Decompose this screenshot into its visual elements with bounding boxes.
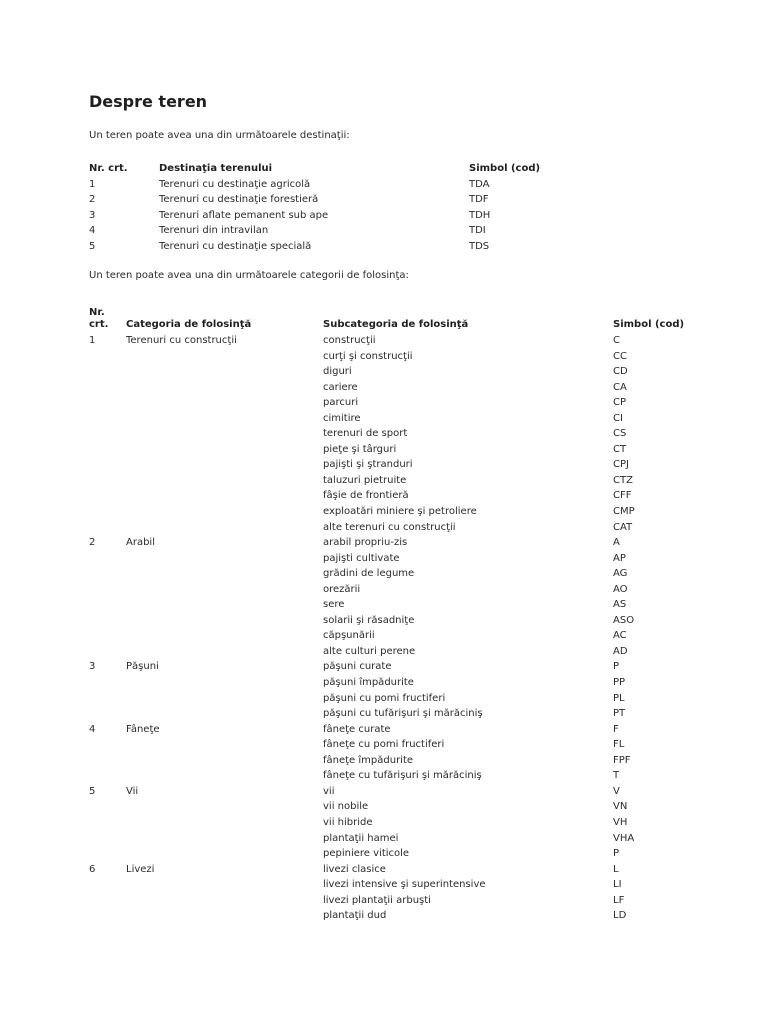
cell-destination: Terenuri aflate pemanent sub ape (159, 209, 329, 221)
table-header-row (89, 161, 589, 177)
cell-subcategory: fâneţe împădurite (323, 754, 414, 766)
cell-symbol: CD (613, 366, 628, 378)
cell-symbol: FPF (613, 754, 631, 766)
table-row (89, 691, 713, 707)
cell-symbol: AC (613, 630, 627, 642)
cell-subcategory: parcuri (323, 397, 359, 409)
cell-nr (89, 613, 126, 629)
cell-nr (89, 566, 126, 582)
cell-category (126, 846, 323, 862)
cell-nr (89, 442, 126, 458)
cell-symbol: L (613, 863, 619, 875)
cell-symbol: TDH (469, 209, 491, 221)
cell-nr (89, 364, 126, 380)
header-symbol: Simbol (cod) (613, 319, 685, 330)
cell-category (126, 675, 323, 691)
cell-nr (89, 426, 126, 442)
cell-category (126, 442, 323, 458)
cell-symbol: V (613, 785, 620, 797)
cell-subcategory: solarii şi răsadniţe (323, 614, 415, 626)
table-row (89, 582, 713, 598)
cell-nr (89, 815, 126, 831)
header-symbol: Simbol (cod) (469, 163, 541, 174)
cell-nr (89, 628, 126, 644)
cell-nr (89, 597, 126, 613)
cell-category (126, 908, 323, 924)
cell-symbol: CAT (613, 521, 633, 533)
cell-subcategory: pieţe şi târguri (323, 443, 397, 455)
cell-nr (89, 846, 126, 862)
categories-table (89, 301, 713, 924)
table-header-row (89, 301, 713, 333)
table-row (89, 768, 713, 784)
cell-symbol: LF (613, 894, 625, 906)
cell-category: Fâneţe (126, 723, 160, 735)
cell-nr (89, 551, 126, 567)
cell-symbol: CA (613, 381, 627, 393)
cell-nr (89, 831, 126, 847)
cell-subcategory: cimitire (323, 412, 361, 424)
cell-symbol: CTZ (613, 474, 633, 486)
cell-category (126, 488, 323, 504)
cell-subcategory: orezării (323, 583, 361, 595)
cell-category (126, 395, 323, 411)
cell-category (126, 753, 323, 769)
cell-destination: Terenuri din intravilan (159, 225, 269, 237)
cell-category (126, 644, 323, 660)
table-row (89, 473, 713, 489)
cell-subcategory: sere (323, 599, 345, 611)
table-row (89, 208, 589, 224)
table-row (89, 177, 589, 193)
cell-category: Vii (126, 785, 139, 797)
cell-subcategory: fâşie de frontieră (323, 490, 409, 502)
cell-symbol: LI (613, 879, 622, 891)
cell-nr (89, 799, 126, 815)
cell-nr (89, 877, 126, 893)
cell-subcategory: livezi plantaţii arbuşti (323, 894, 431, 906)
intro-categories: Un teren poate avea una din următoarele categorii de folosinţa: (89, 270, 409, 281)
cell-nr (89, 644, 126, 660)
table-row (89, 239, 589, 255)
cell-subcategory: plantaţii dud (323, 910, 387, 922)
table-row (89, 457, 713, 473)
cell-category (126, 768, 323, 784)
cell-subcategory: plantaţii hamei (323, 832, 399, 844)
cell-nr (89, 473, 126, 489)
cell-symbol: AP (613, 552, 626, 564)
cell-subcategory: cariere (323, 381, 358, 393)
cell-nr (89, 349, 126, 365)
cell-subcategory: vii (323, 785, 335, 797)
cell-subcategory: livezi intensive şi superintensive (323, 879, 486, 891)
cell-symbol: AO (613, 583, 628, 595)
cell-category (126, 457, 323, 473)
cell-category (126, 582, 323, 598)
cell-subcategory: fâneţe cu pomi fructiferi (323, 739, 445, 751)
cell-symbol: PL (613, 692, 625, 704)
cell-symbol: FL (613, 739, 625, 751)
destinations-table (89, 161, 589, 255)
table-row (89, 613, 713, 629)
page-title: Despre teren (89, 92, 208, 111)
cell-nr: 3 (89, 661, 96, 673)
cell-category (126, 815, 323, 831)
cell-symbol: C (613, 335, 620, 346)
cell-subcategory: păşuni cu tufărişuri şi mărăciniş (323, 708, 483, 720)
cell-destination: Terenuri cu destinaţie forestieră (159, 194, 319, 206)
cell-subcategory: pajişti şi ştranduri (323, 459, 413, 471)
cell-nr (89, 675, 126, 691)
cell-nr (89, 893, 126, 909)
table-row (89, 722, 713, 738)
cell-nr (89, 753, 126, 769)
cell-subcategory: pepiniere viticole (323, 848, 410, 860)
table-row (89, 846, 713, 862)
table-row (89, 566, 713, 582)
cell-symbol: T (613, 770, 620, 782)
cell-subcategory: păşuni împădurite (323, 677, 414, 689)
cell-nr (89, 691, 126, 707)
cell-category (126, 799, 323, 815)
cell-nr (89, 457, 126, 473)
cell-nr: 1 (89, 335, 96, 346)
cell-nr: 6 (89, 863, 96, 875)
table-row (89, 737, 713, 753)
cell-symbol: P (613, 661, 620, 673)
categories-table-body (89, 333, 713, 924)
header-nr: Nr. crt. (89, 163, 128, 174)
cell-subcategory: taluzuri pietruite (323, 474, 407, 486)
table-row (89, 488, 713, 504)
cell-symbol: VH (613, 816, 628, 828)
cell-nr (89, 706, 126, 722)
cell-symbol: TDF (469, 194, 489, 206)
cell-nr (89, 582, 126, 598)
cell-symbol: CC (613, 350, 627, 362)
cell-subcategory: alte terenuri cu construcţii (323, 521, 456, 533)
cell-nr (89, 395, 126, 411)
table-row (89, 395, 713, 411)
table-row (89, 893, 713, 909)
cell-subcategory: vii nobile (323, 801, 369, 813)
cell-category (126, 473, 323, 489)
table-row (89, 862, 713, 878)
table-row (89, 597, 713, 613)
cell-symbol: P (613, 848, 620, 860)
cell-category: Terenuri cu construcţii (126, 335, 237, 346)
table-row (89, 815, 713, 831)
header-destination: Destinaţia terenului (159, 163, 273, 174)
cell-subcategory: fâneţe curate (323, 723, 391, 735)
table-row (89, 706, 713, 722)
cell-symbol: VHA (613, 832, 635, 844)
cell-subcategory: păşuni curate (323, 661, 392, 673)
cell-symbol: LD (613, 910, 627, 922)
cell-nr: 3 (89, 209, 96, 221)
table-row (89, 223, 589, 239)
cell-subcategory: livezi clasice (323, 863, 386, 875)
cell-category (126, 411, 323, 427)
cell-subcategory: arabil propriu-zis (323, 537, 408, 549)
table-row (89, 504, 713, 520)
table-row (89, 192, 589, 208)
table-row (89, 784, 713, 800)
table-row (89, 628, 713, 644)
cell-symbol: TDS (469, 240, 490, 252)
cell-destination: Terenuri cu destinaţie agricolă (159, 178, 311, 190)
header-nr: Nr. crt. (89, 307, 109, 330)
cell-category (126, 597, 323, 613)
destinations-table-body (89, 177, 589, 255)
cell-subcategory: căpşunării (323, 630, 375, 642)
cell-symbol: CMP (613, 506, 635, 518)
table-row (89, 799, 713, 815)
table-row (89, 520, 713, 536)
table-row (89, 535, 713, 551)
table-row (89, 675, 713, 691)
cell-category (126, 551, 323, 567)
cell-category: Păşuni (126, 661, 159, 673)
table-row (89, 411, 713, 427)
cell-category (126, 504, 323, 520)
table-row (89, 380, 713, 396)
cell-subcategory: diguri (323, 366, 352, 378)
cell-category (126, 426, 323, 442)
cell-symbol: A (613, 537, 620, 549)
cell-subcategory: terenuri de sport (323, 428, 408, 440)
table-row (89, 333, 713, 349)
cell-destination: Terenuri cu destinaţie specială (159, 240, 312, 252)
cell-subcategory: construcţii (323, 335, 376, 346)
cell-nr (89, 380, 126, 396)
cell-nr (89, 908, 126, 924)
table-row (89, 551, 713, 567)
cell-category (126, 831, 323, 847)
cell-category (126, 613, 323, 629)
cell-category (126, 566, 323, 582)
cell-category (126, 691, 323, 707)
table-row (89, 753, 713, 769)
cell-subcategory: alte culturi perene (323, 645, 416, 657)
cell-category (126, 364, 323, 380)
cell-nr: 5 (89, 240, 96, 252)
table-row (89, 442, 713, 458)
cell-nr (89, 504, 126, 520)
cell-subcategory: păşuni cu pomi fructiferi (323, 692, 446, 704)
table-row (89, 364, 713, 380)
cell-subcategory: grădini de legume (323, 568, 415, 580)
cell-subcategory: fâneţe cu tufărişuri şi mărăciniş (323, 770, 482, 782)
header-subcategory: Subcategoria de folosinţă (323, 319, 469, 330)
cell-category: Arabil (126, 537, 155, 549)
cell-symbol: PT (613, 708, 626, 720)
table-row (89, 877, 713, 893)
cell-nr: 2 (89, 537, 96, 549)
cell-category (126, 520, 323, 536)
cell-nr: 4 (89, 723, 96, 735)
cell-category (126, 877, 323, 893)
cell-nr (89, 768, 126, 784)
cell-category (126, 349, 323, 365)
table-row (89, 908, 713, 924)
cell-category (126, 706, 323, 722)
cell-symbol: VN (613, 801, 628, 813)
cell-symbol: CT (613, 443, 627, 455)
cell-nr: 1 (89, 178, 96, 190)
cell-symbol: CI (613, 412, 623, 424)
header-category: Categoria de folosinţă (126, 319, 252, 330)
cell-symbol: TDI (469, 225, 486, 237)
cell-nr (89, 737, 126, 753)
cell-symbol: CFF (613, 490, 632, 502)
cell-category (126, 893, 323, 909)
cell-subcategory: pajişti cultivate (323, 552, 400, 564)
cell-symbol: CPJ (613, 459, 629, 471)
cell-nr: 2 (89, 194, 96, 206)
cell-symbol: CP (613, 397, 627, 409)
table-row (89, 831, 713, 847)
table-row (89, 644, 713, 660)
intro-destinations: Un teren poate avea una din următoarele destinaţii: (89, 130, 350, 141)
table-row (89, 426, 713, 442)
cell-category: Livezi (126, 863, 155, 875)
cell-symbol: ASO (613, 614, 635, 626)
cell-symbol: AG (613, 568, 628, 580)
cell-nr: 4 (89, 225, 96, 237)
cell-nr (89, 488, 126, 504)
cell-category (126, 737, 323, 753)
cell-category (126, 380, 323, 396)
cell-symbol: TDA (469, 178, 490, 190)
cell-subcategory: exploatări miniere şi petroliere (323, 506, 477, 518)
cell-nr: 5 (89, 785, 96, 797)
cell-symbol: AS (613, 599, 627, 611)
cell-symbol: AD (613, 645, 628, 657)
cell-nr (89, 520, 126, 536)
cell-nr (89, 411, 126, 427)
table-row (89, 659, 713, 675)
cell-symbol: CS (613, 428, 627, 440)
cell-subcategory: curţi şi construcţii (323, 350, 413, 362)
cell-subcategory: vii hibride (323, 816, 373, 828)
cell-category (126, 628, 323, 644)
cell-symbol: F (613, 723, 619, 735)
table-row (89, 349, 713, 365)
cell-symbol: PP (613, 677, 626, 689)
